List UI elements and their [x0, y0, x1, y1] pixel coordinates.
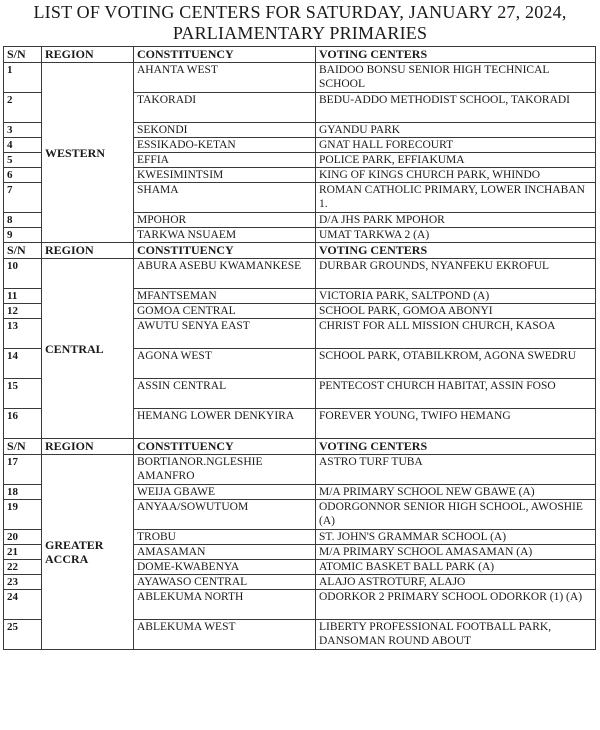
row-voting-center: CHRIST FOR ALL MISSION CHURCH, KASOA [316, 319, 596, 349]
row-constituency: WEIJA GBAWE [134, 485, 316, 500]
row-voting-center: ODORKOR 2 PRIMARY SCHOOL ODORKOR (1) (A) [316, 590, 596, 620]
row-constituency: AHANTA WEST [134, 63, 316, 93]
row-constituency: ANYAA/SOWUTUOM [134, 500, 316, 530]
row-voting-center: GYANDU PARK [316, 123, 596, 138]
row-sn: 9 [4, 228, 42, 243]
header-voting-centers: VOTING CENTERS [316, 439, 596, 455]
table-header-row [4, 439, 596, 455]
row-sn: 2 [4, 93, 42, 123]
header-voting-centers: VOTING CENTERS [316, 47, 596, 63]
region-name: WESTERN [45, 145, 106, 160]
region-name: GREATER [45, 538, 104, 552]
header-region: REGION [42, 243, 134, 259]
row-voting-center: DURBAR GROUNDS, NYANFEKU EKROFUL [316, 259, 596, 289]
document-title [0, 2, 600, 44]
row-sn: 7 [4, 183, 42, 213]
row-voting-center: POLICE PARK, EFFIAKUMA [316, 153, 596, 168]
header-sn: S/N [4, 243, 42, 259]
row-sn: 12 [4, 304, 42, 319]
row-constituency: EFFIA [134, 153, 316, 168]
header-sn: S/N [4, 439, 42, 455]
header-constituency: CONSTITUENCY [134, 243, 316, 259]
row-voting-center: VICTORIA PARK, SALTPOND (A) [316, 289, 596, 304]
row-sn: 16 [4, 409, 42, 439]
header-sn: S/N [4, 47, 42, 63]
title-line-1: LIST OF VOTING CENTERS FOR SATURDAY, JANUARY 27, 2024, [33, 2, 567, 22]
row-constituency: GOMOA CENTRAL [134, 304, 316, 319]
row-sn: 11 [4, 289, 42, 304]
row-constituency: ABURA ASEBU KWAMANKESE [134, 259, 316, 289]
header-constituency: CONSTITUENCY [134, 47, 316, 63]
row-sn: 21 [4, 545, 42, 560]
row-sn: 15 [4, 379, 42, 409]
row-voting-center: GNAT HALL FORECOURT [316, 138, 596, 153]
row-constituency: AWUTU SENYA EAST [134, 319, 316, 349]
row-voting-center: FOREVER YOUNG, TWIFO HEMANG [316, 409, 596, 439]
row-sn: 20 [4, 530, 42, 545]
row-voting-center: KING OF KINGS CHURCH PARK, WHINDO [316, 168, 596, 183]
row-constituency: DOME-KWABENYA [134, 560, 316, 575]
table-header-row [4, 243, 596, 259]
row-voting-center: UMAT TARKWA 2 (A) [316, 228, 596, 243]
row-voting-center: LIBERTY PROFESSIONAL FOOTBALL PARK, DANSOMAN ROUND ABOUT [316, 620, 596, 650]
row-voting-center: ROMAN CATHOLIC PRIMARY, LOWER INCHABAN 1. [316, 183, 596, 213]
row-constituency: AMASAMAN [134, 545, 316, 560]
row-constituency: BORTIANOR.NGLESHIE AMANFRO [134, 455, 316, 485]
row-constituency: TAKORADI [134, 93, 316, 123]
row-constituency: TROBU [134, 530, 316, 545]
region-name: CENTRAL [45, 341, 104, 356]
row-constituency: SHAMA [134, 183, 316, 213]
row-sn: 18 [4, 485, 42, 500]
row-sn: 3 [4, 123, 42, 138]
header-region: REGION [42, 439, 134, 455]
row-voting-center: ATOMIC BASKET BALL PARK (A) [316, 560, 596, 575]
header-constituency: CONSTITUENCY [134, 439, 316, 455]
row-sn: 22 [4, 560, 42, 575]
row-voting-center: D/A JHS PARK MPOHOR [316, 213, 596, 228]
row-voting-center: ALAJO ASTROTURF, ALAJO [316, 575, 596, 590]
table-row [4, 455, 596, 485]
table-row [4, 259, 596, 289]
row-constituency: ABLEKUMA WEST [134, 620, 316, 650]
row-constituency: SEKONDI [134, 123, 316, 138]
row-sn: 25 [4, 620, 42, 650]
table-header-row [4, 47, 596, 63]
row-sn: 8 [4, 213, 42, 228]
row-constituency: ESSIKADO-KETAN [134, 138, 316, 153]
row-voting-center: ST. JOHN'S GRAMMAR SCHOOL (A) [316, 530, 596, 545]
region-cell [42, 455, 134, 650]
region-cell [42, 259, 134, 439]
row-voting-center: M/A PRIMARY SCHOOL AMASAMAN (A) [316, 545, 596, 560]
header-region: REGION [42, 47, 134, 63]
row-constituency: AYAWASO CENTRAL [134, 575, 316, 590]
region-name: ACCRA [45, 552, 89, 566]
row-sn: 17 [4, 455, 42, 485]
row-sn: 10 [4, 259, 42, 289]
row-constituency: HEMANG LOWER DENKYIRA [134, 409, 316, 439]
row-voting-center: SCHOOL PARK, OTABILKROM, AGONA SWEDRU [316, 349, 596, 379]
row-sn: 6 [4, 168, 42, 183]
title-line-2: PARLIAMENTARY PRIMARIES [172, 23, 428, 43]
row-voting-center: SCHOOL PARK, GOMOA ABONYI [316, 304, 596, 319]
row-constituency: AGONA WEST [134, 349, 316, 379]
row-constituency: MFANTSEMAN [134, 289, 316, 304]
row-constituency: TARKWA NSUAEM [134, 228, 316, 243]
row-sn: 5 [4, 153, 42, 168]
region-cell [42, 63, 134, 243]
row-constituency: ASSIN CENTRAL [134, 379, 316, 409]
row-voting-center: BEDU-ADDO METHODIST SCHOOL, TAKORADI [316, 93, 596, 123]
row-voting-center: ASTRO TURF TUBA [316, 455, 596, 485]
row-voting-center: ODORGONNOR SENIOR HIGH SCHOOL, AWOSHIE (A) [316, 500, 596, 530]
row-sn: 19 [4, 500, 42, 530]
table-row [4, 63, 596, 93]
row-constituency: ABLEKUMA NORTH [134, 590, 316, 620]
row-sn: 13 [4, 319, 42, 349]
row-voting-center: BAIDOO BONSU SENIOR HIGH TECHNICAL SCHOOL [316, 63, 596, 93]
row-sn: 23 [4, 575, 42, 590]
row-constituency: KWESIMINTSIM [134, 168, 316, 183]
row-sn: 4 [4, 138, 42, 153]
row-sn: 24 [4, 590, 42, 620]
row-constituency: MPOHOR [134, 213, 316, 228]
row-sn: 1 [4, 63, 42, 93]
row-voting-center: M/A PRIMARY SCHOOL NEW GBAWE (A) [316, 485, 596, 500]
row-sn: 14 [4, 349, 42, 379]
voting-centers-table [3, 46, 596, 650]
header-voting-centers: VOTING CENTERS [316, 243, 596, 259]
row-voting-center: PENTECOST CHURCH HABITAT, ASSIN FOSO [316, 379, 596, 409]
